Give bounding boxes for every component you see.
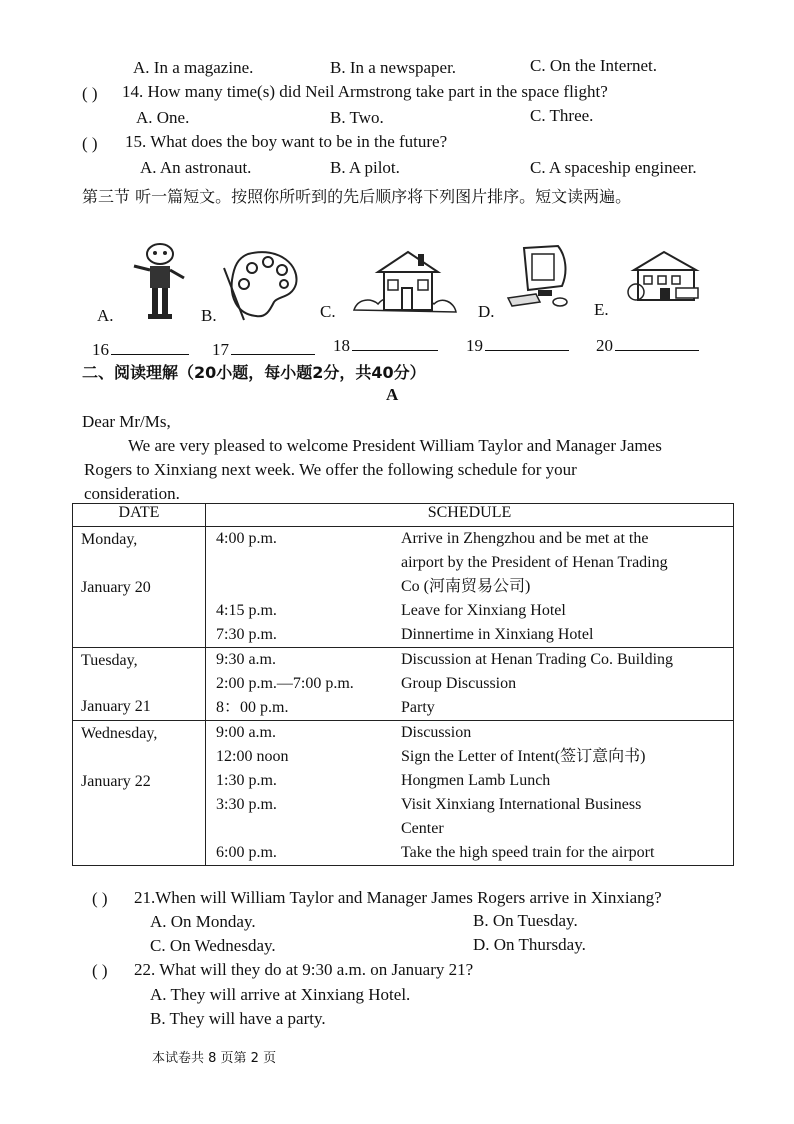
activity: Center (401, 820, 444, 837)
answer-paren[interactable]: ( ) (82, 134, 98, 153)
table-row (73, 527, 734, 648)
letter-line-1: We are very pleased to welcome President William Taylor and Manager James (128, 436, 662, 455)
q14-option-a: A. One. (136, 108, 190, 127)
building-icon (626, 248, 702, 306)
blank-number: 17 (212, 340, 229, 359)
day-cell-tuesday (73, 648, 206, 721)
letter-line-3: consideration. (84, 484, 180, 503)
time: 2:00 p.m.—7:00 p.m. (216, 675, 354, 692)
picture-label-d: D. (478, 302, 495, 321)
q22-option-a: A. They will arrive at Xinxiang Hotel. (150, 985, 411, 1004)
schedule-cell-tuesday (206, 648, 734, 721)
activity: Discussion (401, 724, 472, 741)
q21-option-a: A. On Monday. (150, 912, 256, 931)
letter-line-2: Rogers to Xinxiang next week. We offer the following schedule for your (84, 460, 577, 479)
answer-paren[interactable]: ( ) (82, 84, 98, 103)
letter-salutation: Dear Mr/Ms, (82, 412, 171, 431)
passage-label: A (386, 385, 399, 404)
q21-option-d: D. On Thursday. (473, 935, 586, 954)
day-cell-wednesday (73, 721, 206, 866)
day-date: January 22 (81, 773, 151, 790)
time: 8：00 p.m. (216, 699, 289, 716)
answer-paren[interactable]: ( ) (92, 961, 108, 980)
schedule-cell-monday (206, 527, 734, 648)
picture-label-c: C. (320, 302, 336, 321)
table-header-row (73, 504, 734, 527)
activity: Take the high speed train for the airport (401, 844, 655, 861)
palette-icon (220, 246, 302, 322)
blank-number: 20 (596, 336, 613, 355)
schedule-header: SCHEDULE (206, 504, 734, 527)
blank-20[interactable] (596, 336, 699, 356)
blank-18[interactable] (333, 336, 438, 356)
activity: Visit Xinxiang International Business (401, 796, 642, 813)
activity: Group Discussion (401, 675, 517, 692)
day-name: Wednesday, (81, 725, 158, 742)
q14-option-c: C. Three. (530, 106, 594, 125)
question-15: 15. What does the boy want to be in the future? (125, 132, 448, 151)
q13-option-c: C. On the Internet. (530, 56, 657, 75)
q15-option-a: A. An astronaut. (140, 158, 252, 177)
day-date: January 21 (81, 698, 151, 715)
blank-17[interactable] (212, 340, 315, 360)
activity: Discussion at Henan Trading Co. Building (401, 651, 674, 668)
blank-number: 16 (92, 340, 109, 359)
q14-option-b: B. Two. (330, 108, 384, 127)
picture-label-b: B. (201, 306, 217, 325)
activity: Co (河南贸易公司) (401, 578, 531, 595)
time: 3:30 p.m. (216, 796, 277, 813)
time: 4:00 p.m. (216, 530, 277, 547)
q21-option-c: C. On Wednesday. (150, 936, 276, 955)
answer-paren[interactable]: ( ) (92, 889, 108, 908)
activity: Dinnertime in Xinxiang Hotel (401, 626, 594, 643)
time: 9:30 a.m. (216, 651, 276, 668)
date-header: DATE (73, 504, 206, 527)
q15-option-b: B. A pilot. (330, 158, 400, 177)
time: 9:00 a.m. (216, 724, 276, 741)
q13-option-a: A. In a magazine. (133, 58, 254, 77)
q21-option-b: B. On Tuesday. (473, 911, 578, 930)
picture-label-e: E. (594, 300, 609, 319)
activity: airport by the President of Henan Trading (401, 554, 668, 571)
time: 12:00 noon (216, 748, 289, 765)
activity: Sign the Letter of Intent(签订意向书) (401, 748, 646, 765)
part2-heading: 二、阅读理解（20小题，每小题2分，共40分） (82, 363, 426, 382)
activity: Arrive in Zhengzhou and be met at the (401, 530, 649, 547)
schedule-cell-wednesday (206, 721, 734, 866)
question-14: 14. How many time(s) did Neil Armstrong take part in the space flight? (122, 82, 608, 101)
q13-option-b: B. In a newspaper. (330, 58, 457, 77)
q22-option-b: B. They will have a party. (150, 1009, 326, 1028)
day-name: Monday, (81, 531, 138, 548)
activity: Hongmen Lamb Lunch (401, 772, 551, 789)
blank-number: 19 (466, 336, 483, 355)
section3-instruction: 第三节 听一篇短文。按照你所听到的先后顺序将下列图片排序。短文读两遍。 (82, 187, 632, 206)
table-row (73, 648, 734, 721)
time: 7:30 p.m. (216, 626, 277, 643)
robot-icon (128, 240, 188, 322)
question-21: 21.When will William Taylor and Manager James Rogers arrive in Xinxiang? (134, 888, 662, 907)
day-name: Tuesday, (81, 652, 138, 669)
house-icon (348, 246, 460, 318)
question-22: 22. What will they do at 9:30 a.m. on January 21? (134, 960, 474, 979)
computer-icon (506, 242, 576, 308)
time: 4:15 p.m. (216, 602, 277, 619)
blank-16[interactable] (92, 340, 189, 360)
table-row (73, 721, 734, 866)
blank-19[interactable] (466, 336, 569, 356)
day-date: January 20 (81, 579, 151, 596)
schedule-table (72, 503, 734, 866)
day-cell-monday (73, 527, 206, 648)
time: 6:00 p.m. (216, 844, 277, 861)
time: 1:30 p.m. (216, 772, 277, 789)
blank-number: 18 (333, 336, 350, 355)
activity: Leave for Xinxiang Hotel (401, 602, 566, 619)
q15-option-c: C. A spaceship engineer. (530, 158, 697, 177)
activity: Party (401, 699, 435, 716)
picture-label-a: A. (97, 306, 114, 325)
page-footer: 本试卷共 8 页第 2 页 (152, 1051, 277, 1066)
